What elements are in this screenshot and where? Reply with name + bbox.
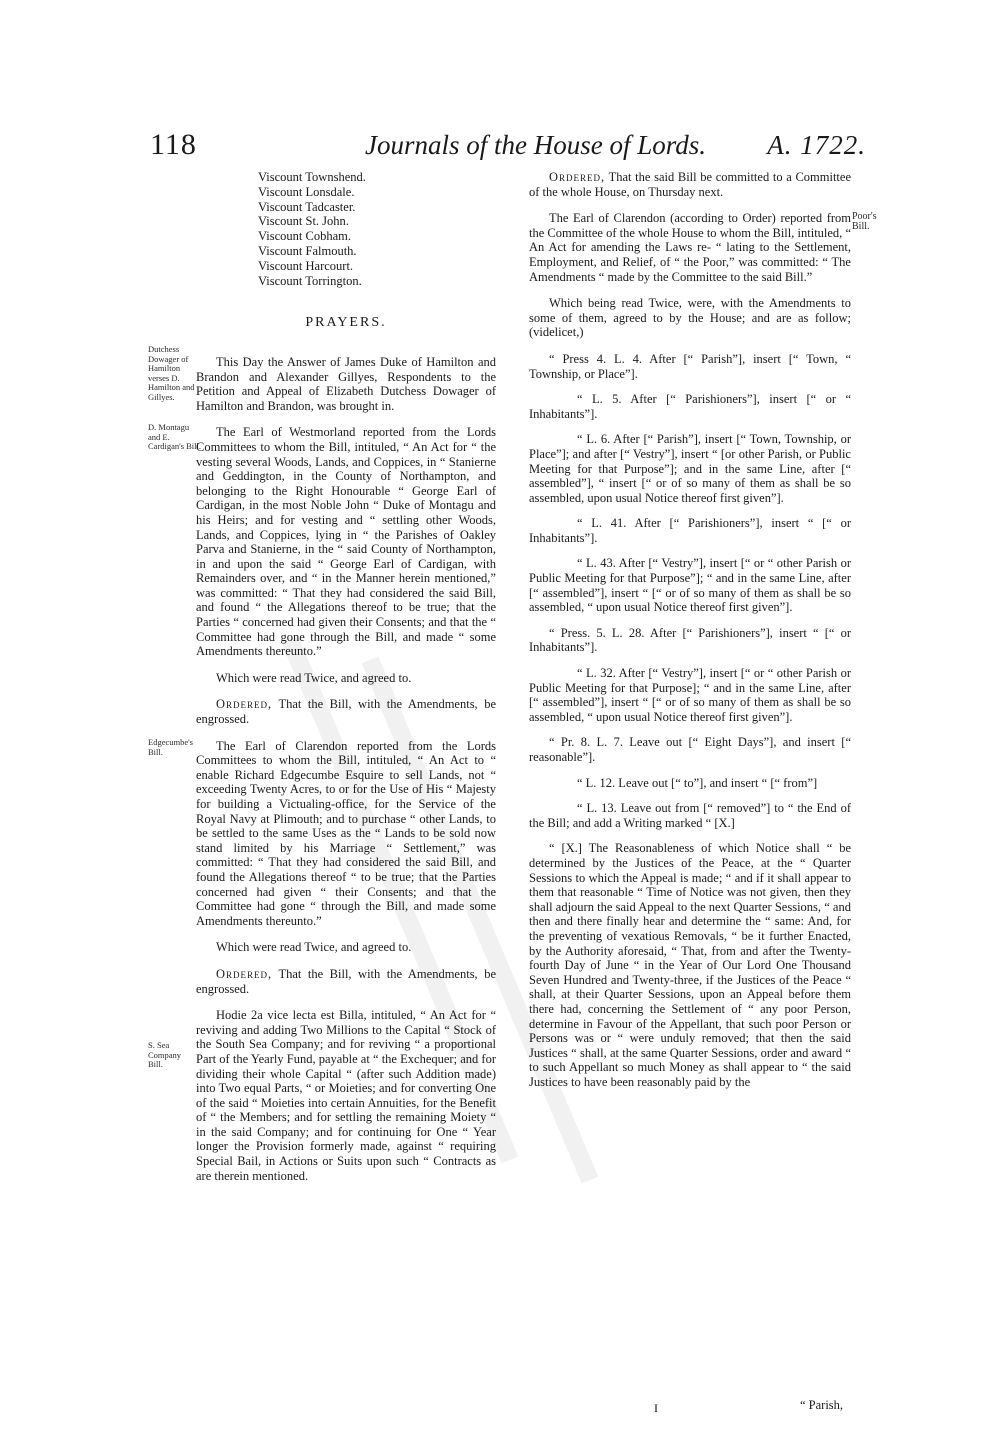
ordered-label: Ordered, (549, 170, 606, 184)
peer-name: Viscount Falmouth. (258, 243, 357, 258)
amendment-item: “ L. 43. After [“ Vestry”], insert [“ or “ other Parish or Public Meeting for that Purpose”]; “ and in the same Line, after [“ assembled”], insert “ [“ or of so many of them as shall be so assembled, “ upon usual Notice thereof first given”]. (529, 556, 851, 615)
margin-note-edgecumbe: Edgecumbe's Bill. (148, 737, 193, 757)
amendment-item: “ L. 13. Leave out from [“ removed”] to “ the End of the Bill; and add a Writing marked “ [X.] (529, 801, 851, 830)
ordered-text: That the said Bill be committed to a Committee of the whole House, on Thursday next. (529, 170, 851, 199)
amendment-item: “ L. 5. After [“ Parishioners”], insert [“ or “ Inhabitants”]. (529, 392, 851, 421)
year-heading: A. 1722. (767, 130, 866, 160)
clarendon-poor-bill-report: The Earl of Clarendon (according to Order) reported from the Committee of the whole House to whom the Bill, intituled, “ An Act for amending the Laws re- “ lating to the Settlement, Employment, and Relief, of “ the Poor,” was committed: “ The Amendments “ made by the Committee to the said Bill.” (529, 211, 851, 284)
margin-note-montagu: D. Montagu and E. Cardigan's Bill. (148, 422, 202, 452)
left-column (196, 170, 496, 1195)
ordered-label: Ordered, (216, 697, 273, 712)
page-number: 118 (150, 128, 197, 161)
amendment-item: “ Press. 5. L. 28. After [“ Parishioners”], insert “ [“ or Inhabitants”]. (529, 625, 851, 655)
clarendon-report: The Earl of Clarendon reported from the Lords Committees to whom the Bill, intituled, “ An Act to “ enable Richard Edgecumbe Esquire to sell Lands, not “ exceeding Twenty Acres, to or for the Use of His “ Majesty for building a Victualing-office, for the Service of the Royal Navy at Plimouth; and to purchase “ other Lands, to be settled to the same Uses as the “ Lands to be sold now stand limited by his Marriage “ Settlement,” was committed: “ That they had considered the said Bill, and found the Allegations thereof “ to be true; that the Parties concerned had given “ their Consents; and that the Committee had gone “ through the Bill, and made some Amendments thereunto.” (196, 738, 496, 928)
read-twice-note: Which were read Twice, and agreed to. (216, 940, 412, 955)
amendments-intro: Which being read Twice, were, with the Amendments to some of them, agreed to by the House; and are as follow; (videlicet,) (529, 296, 851, 340)
answer-paragraph: This Day the Answer of James Duke of Hamilton and Brandon and Alexander Gillyes, Respondents to the Petition and Appeal of Elizabeth Dutchess Dowager of Hamilton and Brandon, was brought in. (196, 354, 496, 413)
amendment-item: “ L. 6. After [“ Parish”], insert [“ Town, Township, or Place”]; and after [“ Vestry”], insert “ [or other Parish, or Public Meeting for that Purpose”]; and in the same Line, after [“ assembled”], “ insert [“ or of so many of them as shall be so assembled, upon usual Notice thereof first given”]. (529, 432, 851, 505)
peer-name: Viscount Townshend. (258, 170, 366, 184)
amendment-item: “ L. 12. Leave out [“ to”], and insert “ [“ from”] (577, 775, 818, 790)
right-column (529, 170, 851, 1100)
amendment-item: “ Pr. 8. L. 7. Leave out [“ Eight Days”], and insert [“ reasonable”]. (529, 735, 851, 764)
ordered-paragraph (196, 967, 496, 996)
amendment-item: “ L. 41. After [“ Parishioners”], insert “ [“ or Inhabitants”]. (529, 516, 851, 545)
amendment-item: “ L. 32. After [“ Vestry”], insert [“ or “ other Parish or Public Meeting for that Purpose]; “ and in the same Line, after [“ assembled”], insert “ [“ or of so many of them as shall be so assembled, “ upon usual Notice thereof first given”]. (529, 666, 851, 724)
peer-name: Viscount St. John. (258, 214, 349, 229)
margin-note-poors-bill: Poor's Bill. (852, 211, 877, 232)
running-title: Journals of the House of Lords. (365, 130, 707, 160)
read-twice-note: Which were read Twice, and agreed to. (216, 670, 412, 685)
south-sea-bill-paragraph: Hodie 2a vice lecta est Billa, intituled, “ An Act for “ reviving and adding Two Millions to the Capital “ Stock of the South Sea Company; and for reviving “ a proportional Part of the Yearly Fund, payable at “ the Exchequer; and for dividing their whole Capital “ (after such Addition made) into Two equal Parts, “ or Moieties; and for converting One of the said “ Moieties into certain Annuities, for the Benefit of “ the Members; and for settling the remaining Moiety “ in the said Company; and for continuing for One “ Year longer the Provision formerly made, against “ requiring Special Bail, in Actions or Suits upon such “ Contracts as are therein mentioned. (196, 1008, 496, 1183)
ordered-text: That the Bill, with the Amendments, be engrossed. (196, 966, 496, 996)
ordered-label: Ordered, (216, 966, 273, 981)
prayers-heading: PRAYERS. (305, 315, 387, 331)
ordered-text: That the Bill, with the Amendments, be engrossed. (196, 697, 496, 727)
ordered-paragraph (529, 170, 851, 199)
ordered-paragraph (196, 697, 496, 726)
peer-name: Viscount Torrington. (258, 273, 362, 288)
peer-name: Viscount Tadcaster. (258, 199, 356, 214)
peer-name: Viscount Lonsdale. (258, 184, 355, 199)
westmorland-report: The Earl of Westmorland reported from the Lords Committees to whom the Bill, intituled, “ An Act for “ the vesting several Woods, Lands, and Coppices, in “ Stanierne and Geddington, in the County of Northampton, and belonging to the Right Honourable “ George Earl of Cardigan, in the most Noble John “ Duke of Montagu and his Heirs; and for vesting and “ settling other Woods, Lands, and Coppices, lying in “ the Parishes of Oakley Parva and Stanierne, in the “ said County of Northampton, in and upon the said “ George Earl of Cardigan, with Remainders over, and “ in the Manner herein mentioned,” was committed: “ That they had considered the said Bill, and found “ the Allegations thereof to be true; that the Parties “ concerned had given their Consents; and that the “ Committee had gone through the Bill, and made “ some Amendments thereunto.” (196, 425, 496, 659)
signature-mark: I (654, 1401, 658, 1415)
margin-note-dutchess: Dutchess Dowager of Hamilton verses D. Hamilton and Gillyes. (148, 344, 195, 402)
peer-name: Viscount Cobham. (258, 229, 351, 244)
peer-name: Viscount Harcourt. (258, 258, 354, 273)
margin-note-south-sea: S. Sea Company Bill. (148, 1040, 182, 1070)
peers-list (258, 170, 496, 288)
catchword: “ Parish, (800, 1398, 844, 1412)
page-header (150, 128, 866, 168)
amendment-rider-x: “ [X.] The Reasonableness of which Notice shall “ be determined by the Justices of the Peace, at the “ Quarter Sessions to which the Appeal is made; “ and if it shall appear to them that reasonable “ Time of Notice was not given, then they shall adjourn the said Appeal to the next Quarter Sessions, “ and then and there finally hear and determine the “ same: And, for the preventing of vexatious Removals, “ be it further Enacted, by the Authority aforesaid, “ That, from and after the Twenty-fourth Day of June “ in the Year of Our Lord One Thousand Seven Hundred and Twenty-three, if the Justices of the Peace “ shall, at their Quarter Sessions, upon an Appeal before them there had, concerning the Settlement of “ any poor Person, determine in Favour of the Appellant, that such poor Person or Persons was or “ were unduly removed; that then the said Justices “ shall, at the same Quarter Sessions, order and award “ to such Appellant so much Money as shall appear to “ the said Justices to have been reasonably paid by the (529, 841, 851, 1089)
amendment-item: “ Press 4. L. 4. After [“ Parish”], insert [“ Town, “ Township, or Place”]. (529, 351, 851, 381)
